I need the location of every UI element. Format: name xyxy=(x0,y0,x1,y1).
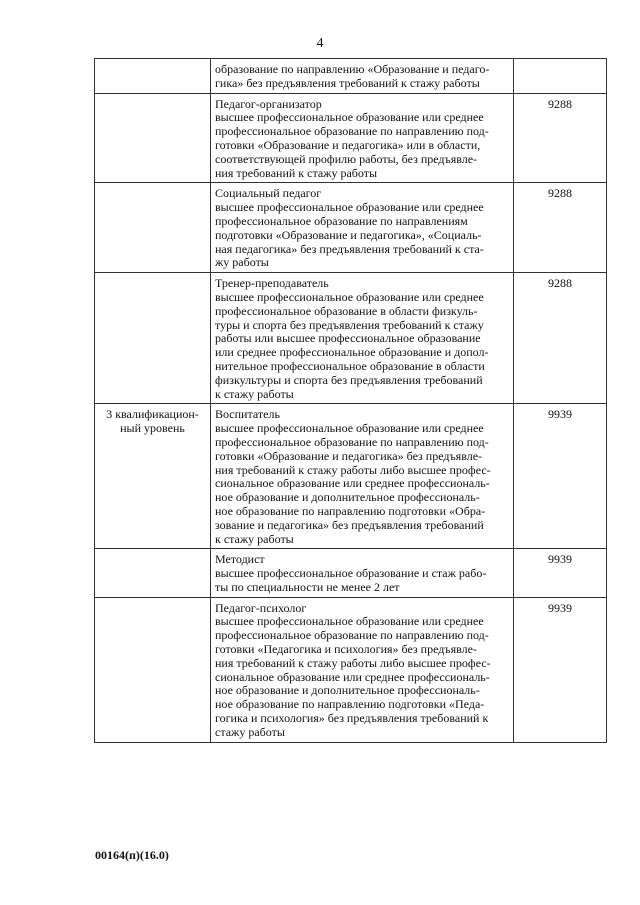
table-row xyxy=(95,549,607,597)
requirement-line: ния требований к стажу работы либо высшее профес- xyxy=(215,655,491,670)
position-requirements-cell xyxy=(211,549,514,597)
position-title: Социальный педагог xyxy=(215,186,322,201)
requirement-line: зование и педагогика» без предъявления требований xyxy=(215,517,484,532)
table-row xyxy=(95,93,607,183)
qualification-level-cell xyxy=(95,59,211,94)
table-row xyxy=(95,597,607,742)
requirement-line: высшее профессиональное образование или среднее xyxy=(215,289,484,304)
salary-amount-cell: 9939 xyxy=(514,597,607,742)
requirement-line: профессиональное образование по направлениям xyxy=(215,213,468,228)
requirement-line: ная педагогика» без предъявления требований к ста- xyxy=(215,241,484,256)
salary-amount-cell xyxy=(514,59,607,94)
requirement-line: готовки «Педагогика и психология» без предъявле- xyxy=(215,642,477,657)
qualification-level-cell xyxy=(95,93,211,183)
requirement-line: высшее профессиональное образование или среднее xyxy=(215,421,484,436)
position-requirements-cell xyxy=(211,597,514,742)
requirement-line: подготовки «Образование и педагогика», «Социаль- xyxy=(215,227,482,242)
requirement-line: туры и спорта без предъявления требований к стажу xyxy=(215,317,484,332)
position-requirements-cell xyxy=(211,59,514,94)
qualification-level-cell xyxy=(95,183,211,273)
document-code: 00164(п)(16.0) xyxy=(95,848,169,862)
qualification-level-line: 3 квалификацион- xyxy=(106,407,199,422)
position-requirements-cell xyxy=(211,183,514,273)
qualification-level-cell xyxy=(95,404,211,549)
position-requirements-cell xyxy=(211,273,514,404)
salary-table xyxy=(94,58,607,743)
requirement-line: стажу работы xyxy=(215,724,285,739)
requirement-line: соответствующей профилю работы, без предъявле- xyxy=(215,151,478,166)
requirement-line: гогика и психология» без предъявления требований к xyxy=(215,711,489,726)
requirement-line: образование по направлению «Образование и педаго- xyxy=(215,62,490,76)
requirement-line: гика» без предъявления требований к стажу работы xyxy=(215,75,480,90)
salary-table-body xyxy=(95,59,607,743)
requirement-line: готовки «Образование и педагогика» без предъявле- xyxy=(215,448,483,463)
requirement-line: к стажу работы xyxy=(215,386,294,401)
qualification-level-cell xyxy=(95,597,211,742)
requirement-line: профессиональное образование по направлению под- xyxy=(215,628,489,643)
requirement-line: высшее профессиональное образование и стаж рабо- xyxy=(215,566,487,581)
qualification-level-cell xyxy=(95,273,211,404)
page-number: 4 xyxy=(316,36,324,51)
position-requirements-cell xyxy=(211,93,514,183)
table-row xyxy=(95,183,607,273)
requirement-line: высшее профессиональное образование или среднее xyxy=(215,614,484,629)
table-row xyxy=(95,59,607,94)
requirement-line: физкультуры и спорта без предъявления требований xyxy=(215,372,483,387)
requirement-line: ное образование по направлению подготовки «Педа- xyxy=(215,697,485,712)
qualification-level-cell xyxy=(95,549,211,597)
requirement-line: нительное профессиональное образование в области xyxy=(215,358,485,373)
position-title: Тренер-преподаватель xyxy=(215,276,329,291)
requirement-line: высшее профессиональное образование или среднее xyxy=(215,110,484,125)
table-row xyxy=(95,273,607,404)
requirement-line: ты по специальности не менее 2 лет xyxy=(215,579,400,594)
salary-amount-cell: 9288 xyxy=(514,273,607,404)
requirement-line: ное образование по направлению подготовки «Обра- xyxy=(215,503,486,518)
salary-amount-cell: 9939 xyxy=(514,549,607,597)
requirement-line: готовки «Образование и педагогика» или в области, xyxy=(215,137,481,152)
requirement-line: или среднее профессиональное образование и допол- xyxy=(215,345,489,360)
requirement-line: ния требований к стажу работы либо высшее профес- xyxy=(215,462,491,477)
qualification-level-line: ный уровень xyxy=(120,421,185,436)
salary-amount-cell: 9288 xyxy=(514,93,607,183)
requirement-line: ное образование и дополнительное профессиональ- xyxy=(215,683,480,698)
table-row xyxy=(95,404,607,549)
position-title: Методист xyxy=(215,552,265,567)
salary-amount-cell: 9288 xyxy=(514,183,607,273)
position-title: Воспитатель xyxy=(215,407,280,422)
requirement-line: ния требований к стажу работы xyxy=(215,165,378,180)
requirement-line: работы или высшее профессиональное образование xyxy=(215,331,481,346)
requirement-line: профессиональное образование по направлению под- xyxy=(215,434,489,449)
position-title: Педагог-психолог xyxy=(215,600,307,615)
requirement-line: жу работы xyxy=(215,255,269,270)
requirement-line: сиональное образование или среднее профессиональ- xyxy=(215,669,490,684)
position-requirements-cell xyxy=(211,404,514,549)
position-title: Педагог-организатор xyxy=(215,96,322,111)
requirement-line: профессиональное образование в области физкуль- xyxy=(215,303,478,318)
salary-amount-cell: 9939 xyxy=(514,404,607,549)
requirement-line: к стажу работы xyxy=(215,531,294,546)
requirement-line: сиональное образование или среднее профессиональ- xyxy=(215,476,490,491)
requirement-line: высшее профессиональное образование или среднее xyxy=(215,200,484,215)
requirement-line: профессиональное образование по направлению под- xyxy=(215,124,489,139)
requirement-line: ное образование и дополнительное профессиональ- xyxy=(215,490,480,505)
